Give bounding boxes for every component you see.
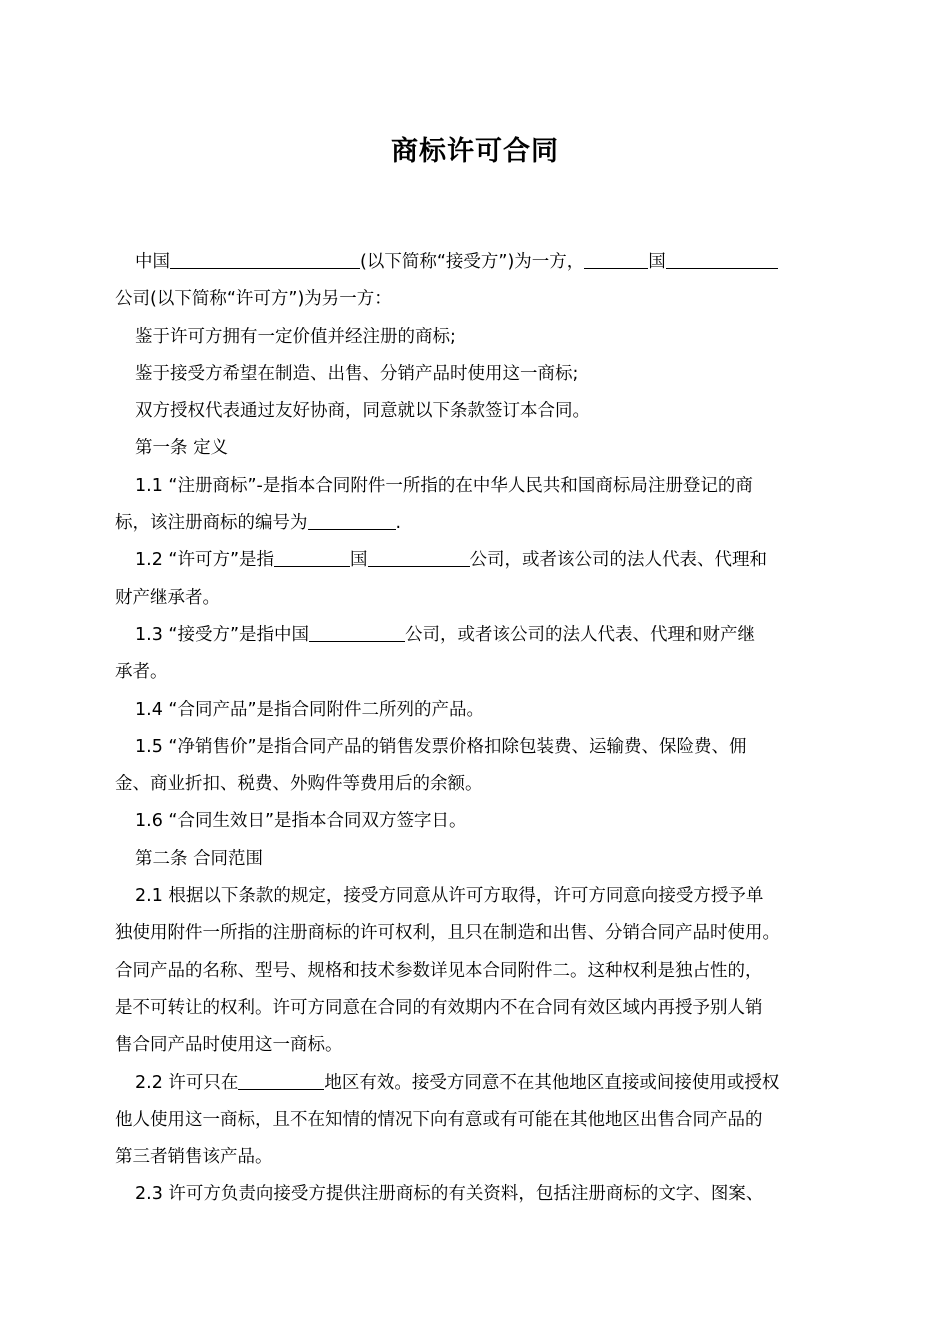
text-line [115, 878, 835, 915]
text-line [115, 1027, 835, 1064]
text-segment: 1.2 “许可方”是指 [135, 550, 275, 571]
fill-in-blank[interactable] [368, 548, 470, 567]
text-segment: 第一条 定义 [135, 438, 229, 459]
text-line [115, 915, 835, 952]
document-title: 商标许可合同 [391, 136, 559, 167]
paragraph [115, 692, 835, 729]
paragraph [115, 356, 835, 393]
text-segment: 2.3 许可方负责向接受方提供注册商标的有关资料，包括注册商标的文字、图案、 [135, 1184, 764, 1205]
text-segment: 地区有效。接受方同意不在其他地区直接或间接使用或授权 [324, 1072, 780, 1093]
text-segment: 国 [648, 252, 666, 272]
text-line [115, 468, 835, 505]
text-line [115, 1065, 835, 1102]
paragraph [115, 878, 835, 1064]
text-segment: 公司(以下简称“许可方”)为另一方： [115, 289, 392, 310]
text-segment: 合同产品的名称、型号、规格和技术参数详见本合同附件二。这种权利是独占性的， [115, 960, 763, 981]
text-line [115, 244, 835, 281]
fill-in-blank[interactable] [170, 250, 360, 269]
paragraph [115, 617, 835, 692]
text-line [115, 1139, 835, 1176]
text-segment: 中国 [135, 252, 170, 272]
text-line [115, 319, 835, 356]
text-segment: 国 [350, 550, 368, 571]
paragraph [115, 803, 835, 840]
text-line [115, 617, 835, 654]
fill-in-blank[interactable] [309, 623, 405, 642]
text-segment: 2.1 根据以下条款的规定，接受方同意从许可方取得，许可方同意向接受方授予单 [135, 886, 764, 907]
text-line [115, 1102, 835, 1139]
paragraph [115, 841, 835, 878]
text-line [115, 729, 835, 766]
text-line [115, 766, 835, 803]
paragraph [115, 468, 835, 543]
paragraph [115, 430, 835, 467]
text-segment: 是不可转让的权利。许可方同意在合同的有效期内不在合同有效区域内再授予别人销 [115, 997, 763, 1018]
paragraph [115, 319, 835, 356]
text-segment: 财产继承者。 [115, 587, 220, 608]
text-line [115, 393, 835, 430]
text-segment: 鉴于接受方希望在制造、出售、分销产品时使用这一商标; [135, 363, 579, 384]
text-segment: 1.5 “净销售价”是指合同产品的销售发票价格扣除包装费、运输费、保险费、佣 [135, 736, 747, 757]
text-segment: 承者。 [115, 662, 168, 683]
text-line [115, 430, 835, 467]
text-segment: 第二条 合同范围 [135, 848, 264, 869]
text-line [115, 654, 835, 691]
text-segment: 1.4 “合同产品”是指合同附件二所列的产品。 [135, 699, 485, 720]
text-segment: 2.2 许可只在 [135, 1072, 239, 1093]
text-segment: 金、商业折扣、税费、外购件等费用后的余额。 [115, 774, 483, 795]
text-line [115, 356, 835, 393]
text-segment: 第三者销售该产品。 [115, 1147, 273, 1168]
paragraph [115, 1065, 835, 1177]
text-line [115, 1176, 835, 1213]
paragraph [115, 1176, 835, 1213]
text-line [115, 692, 835, 729]
paragraph [115, 542, 835, 617]
fill-in-blank[interactable] [584, 250, 648, 269]
text-segment: 他人使用这一商标，且不在知情的情况下向有意或有可能在其他地区出售合同产品的 [115, 1109, 763, 1130]
text-line [115, 803, 835, 840]
paragraph [115, 729, 835, 804]
text-segment: 售合同产品时使用这一商标。 [115, 1035, 343, 1056]
text-segment: 1.3 “接受方”是指中国 [135, 624, 310, 645]
text-segment: 双方授权代表通过友好协商，同意就以下条款签订本合同。 [135, 401, 590, 422]
fill-in-blank[interactable] [666, 250, 778, 269]
text-line [115, 953, 835, 990]
paragraph [115, 244, 835, 319]
text-segment: 标，该注册商标的编号为 [115, 513, 308, 534]
paragraph [115, 393, 835, 430]
text-segment: 1.1 “注册商标”-是指本合同附件一所指的在中华人民共和国商标局注册登记的商 [135, 475, 753, 496]
fill-in-blank[interactable] [308, 511, 396, 530]
document-body [115, 244, 835, 1214]
text-segment: . [395, 513, 402, 534]
text-line [115, 505, 835, 542]
text-segment: (以下简称“接受方”)为一方， [360, 252, 585, 272]
fill-in-blank[interactable] [274, 548, 350, 567]
text-line [115, 542, 835, 579]
text-line [115, 281, 835, 318]
text-line [115, 990, 835, 1027]
text-segment: 公司，或者该公司的法人代表、代理和财产继 [405, 624, 756, 645]
fill-in-blank[interactable] [238, 1071, 324, 1090]
text-line [115, 841, 835, 878]
text-line [115, 580, 835, 617]
text-segment: 鉴于许可方拥有一定价值并经注册的商标; [135, 326, 456, 347]
text-segment: 1.6 “合同生效日”是指本合同双方签字日。 [135, 811, 467, 832]
text-segment: 公司，或者该公司的法人代表、代理和 [469, 550, 768, 571]
text-segment: 独使用附件一所指的注册商标的许可权利，且只在制造和出售、分销合同产品时使用。 [115, 923, 780, 944]
